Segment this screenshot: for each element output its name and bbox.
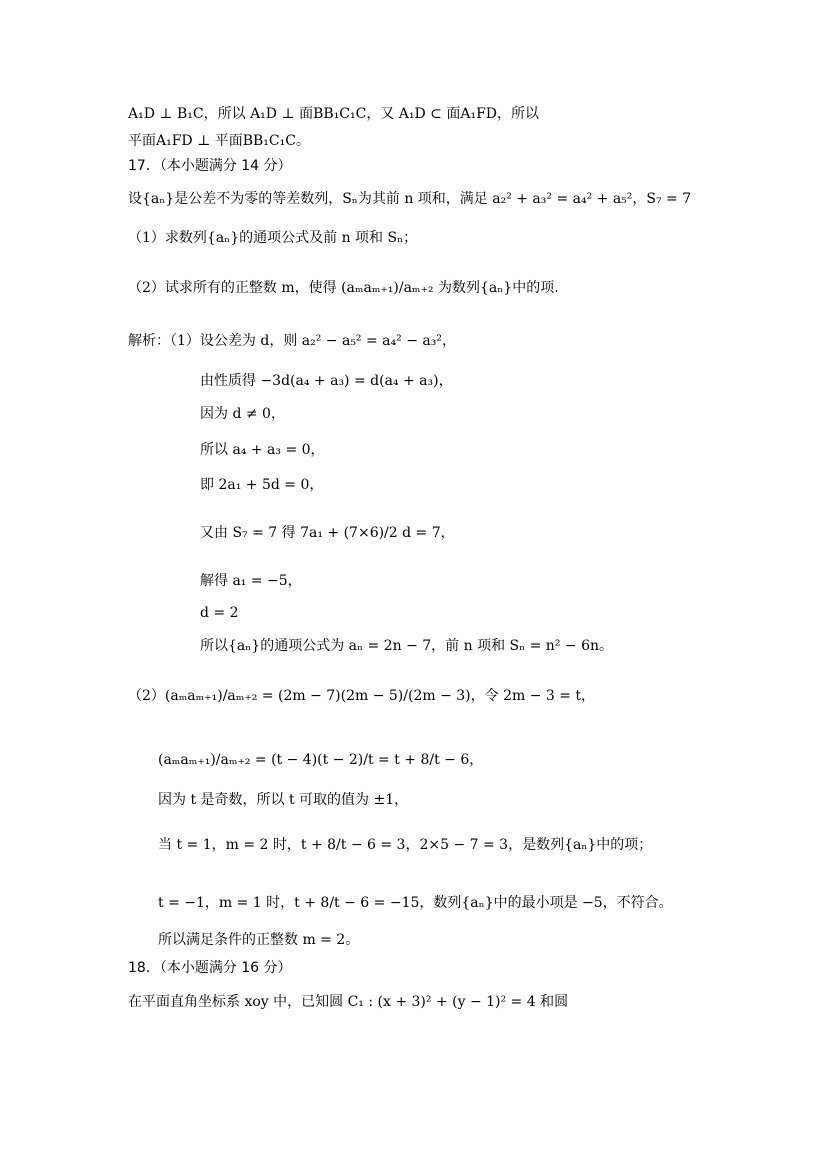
part2-line-1: （2）(aₘaₘ₊₁)/aₘ₊₂ = (2m − 7)(2m − 5)/(2m − 3)，令 2m − 3 = t， — [128, 688, 596, 704]
part2-line-4: 当 t = 1，m = 2 时，t + 8/t − 6 = 3，2×5 − 7 = 3，是数列{aₙ}中的项； — [158, 837, 653, 853]
proof-line-2: 平面A₁FD ⊥ 平面BB₁C₁C。 — [128, 133, 310, 149]
q17-part-1: （1）求数列{aₙ}的通项公式及前 n 项和 Sₙ； — [128, 230, 418, 246]
part2-line-5: t = −1，m = 1 时，t + 8/t − 6 = −15，数列{aₙ}中的最小项是 −5，不符合。 — [158, 895, 673, 911]
q18-stem: 在平面直角坐标系 xoy 中，已知圆 C₁ : (x + 3)² + (y − 1)² = 4 和圆 — [128, 994, 569, 1010]
step-4: 即 2a₁ + 5d = 0， — [200, 477, 324, 493]
part2-line-6: 所以满足条件的正整数 m = 2。 — [158, 932, 360, 948]
solution-intro: 解析：（1）设公差为 d，则 a₂² − a₅² = a₄² − a₃²， — [128, 333, 456, 349]
q17-header: 17．（本小题满分 14 分） — [128, 158, 292, 174]
step-7: d = 2 — [200, 605, 239, 621]
proof-line-1: A₁D ⊥ B₁C，所以 A₁D ⊥ 面BB₁C₁C，又 A₁D ⊂ 面A₁FD，所以 — [128, 106, 540, 122]
step-3: 所以 a₄ + a₃ = 0， — [200, 442, 325, 458]
part2-line-2: (aₘaₘ₊₁)/aₘ₊₂ = (t − 4)(t − 2)/t = t + 8/t − 6， — [158, 752, 484, 768]
step-5: 又由 S₇ = 7 得 7a₁ + (7×6)/2 d = 7， — [200, 525, 455, 541]
step-8: 所以{aₙ}的通项公式为 aₙ = 2n − 7，前 n 项和 Sₙ = n² − 6n。 — [200, 638, 613, 654]
step-1: 由性质得 −3d(a₄ + a₃) = d(a₄ + a₃)， — [200, 373, 453, 389]
step-2: 因为 d ≠ 0， — [200, 406, 285, 422]
part2-line-3: 因为 t 是奇数，所以 t 可取的值为 ±1， — [158, 792, 409, 808]
q17-part-2: （2）试求所有的正整数 m，使得 (aₘaₘ₊₁)/aₘ₊₂ 为数列{aₙ}中的项. — [128, 280, 559, 296]
step-6: 解得 a₁ = −5， — [200, 573, 302, 589]
q18-header: 18．（本小题满分 16 分） — [128, 960, 292, 976]
q17-stem: 设{aₙ}是公差不为零的等差数列，Sₙ为其前 n 项和，满足 a₂² + a₃² = a₄² + a₅²，S₇ = 7 — [128, 191, 692, 207]
